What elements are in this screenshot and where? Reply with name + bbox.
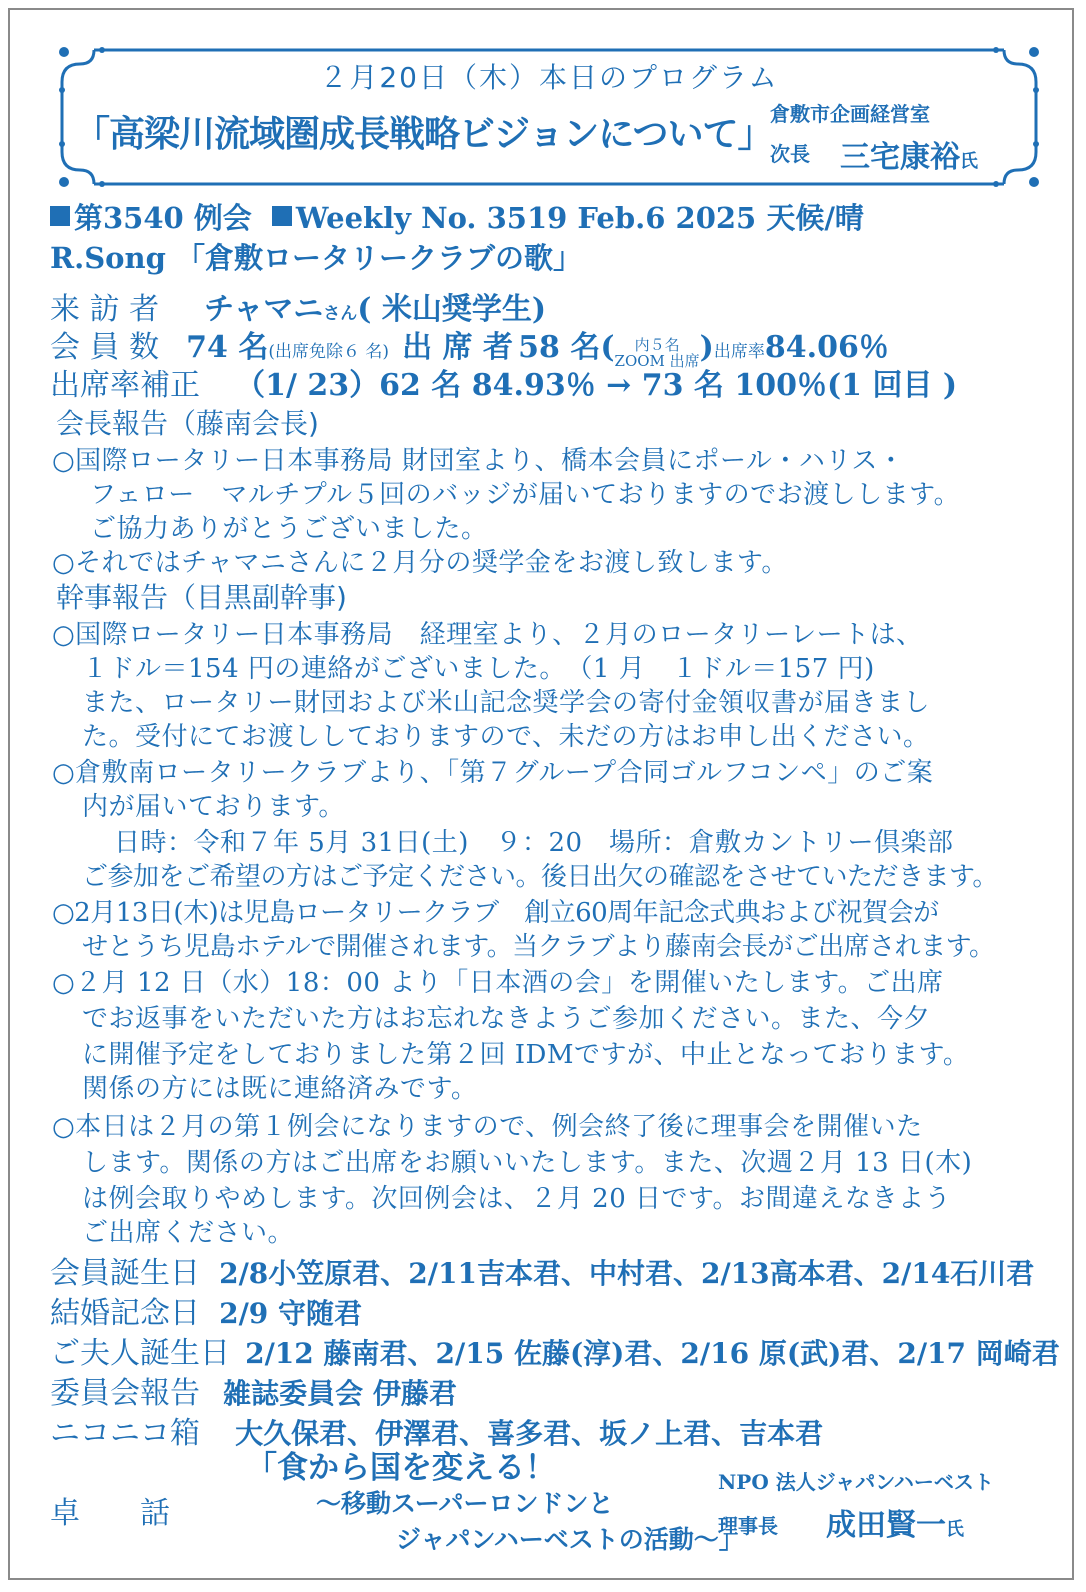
talk-title-line2: ～移動スーパーロンドンと — [316, 1489, 614, 1518]
members-exempt: (出席免除６ 名) — [268, 342, 390, 362]
speaker-org: 倉敷市企画経営室 — [770, 102, 930, 126]
secretary-line: また、ロータリー財団および米山記念奨学会の寄付金領収書が届きまし — [82, 688, 931, 718]
secretary-line: ○本日は２月の第１例会になりますので、例会終了後に理事会を開催いた — [52, 1112, 923, 1142]
visitor-note: ( 米山奨学生) — [357, 292, 547, 327]
zoom-note-bottom: ZOOM 出席 — [614, 351, 700, 370]
members-count: 74 名 — [186, 330, 269, 365]
bulletin-page — [8, 8, 1074, 1580]
spouse-value: 2/12 藤南君、2/15 佐藤(淳)君、2/16 原(武)君、2/17 岡崎君 — [245, 1337, 1060, 1370]
anniversary-label: 結婚記念日 — [50, 1296, 200, 1331]
anniversary-row — [50, 1288, 362, 1332]
talk-speaker — [826, 1500, 964, 1544]
spouse-row — [50, 1328, 1060, 1372]
meeting-number: 第3540 例会 — [74, 201, 252, 235]
secretary-line: ○２月 12 日（水）18：00 より「日本酒の会」を開催いたします。ご出席 — [52, 968, 944, 998]
secretary-line: １ドル＝154 円の連絡がございました。 （1 月 １ドル＝157 円) — [82, 654, 875, 684]
anniversary-value: 2/9 守随君 — [219, 1297, 363, 1330]
visitor-label: 来 訪 者 — [50, 292, 160, 327]
secretary-line: ○国際ロータリー日本事務局 経理室より、２月のロータリーレートは、 — [52, 620, 923, 650]
committee-row — [50, 1368, 457, 1412]
meeting-line — [50, 196, 864, 237]
talk-speaker-honorific: 氏 — [946, 1519, 964, 1540]
secretary-line: は例会取りやめします。次回例会は、２月 20 日です。お間違えなきよう — [82, 1184, 951, 1214]
birthday-row — [50, 1248, 1034, 1292]
visitor-suffix: さん — [323, 304, 358, 324]
president-line: ○国際ロータリー日本事務局 財団室より、橋本会員にポール・ハリス・ — [52, 446, 905, 476]
secretary-line: ご参加をご希望の方はご予定ください。後日出欠の確認をさせていただきます。 — [82, 862, 998, 892]
visitor-name: チャマニ — [204, 292, 324, 327]
talk-role: 理事長 — [718, 1514, 778, 1538]
attendance-label: 出 席 者 — [402, 330, 514, 365]
secretary-line: します。関係の方はご出席をお願いいたします。また、次週２月 13 日(木) — [82, 1148, 973, 1178]
committee-label: 委員会報告 — [50, 1376, 200, 1411]
attendance-close: ) — [699, 330, 714, 365]
talk-label: 卓 話 — [50, 1496, 170, 1531]
secretary-line: 内が届いております。 — [82, 792, 345, 822]
president-line: ○それではチャマニさんに２月分の奨学金をお渡し致します。 — [52, 548, 788, 578]
attendance-rate: 84.06％ — [764, 330, 889, 365]
square-bullet-icon — [50, 206, 70, 226]
speaker-honorific: 氏 — [960, 151, 978, 172]
secretary-heading: 幹事報告（目黒副幹事) — [56, 581, 347, 614]
square-bullet-icon — [272, 206, 292, 226]
correction-row — [50, 360, 957, 404]
talk-speaker-name: 成田賢一 — [826, 1508, 946, 1543]
spouse-label: ご夫人誕生日 — [50, 1336, 230, 1371]
niko-value: 大久保君、伊澤君、喜多君、坂ノ上君、吉本君 — [235, 1417, 824, 1450]
secretary-line: 日時：令和７年 5月 31日(土) ９：20 場所：倉敷カントリー倶楽部 — [114, 828, 954, 858]
program-frame — [54, 42, 1044, 192]
attendance-count: 58 名( — [518, 330, 615, 365]
weekly-info: Weekly No. 3519 Feb.6 2025 天候/晴 — [295, 201, 864, 235]
correction-label: 出席率補正 — [50, 368, 200, 403]
speaker-role: 次長 — [770, 142, 810, 166]
president-line: フェロー マルチプル５回のバッジが届いておりますのでお渡しします。 — [90, 480, 961, 510]
secretary-line: た。受付にてお渡ししておりますので、未だの方はお申し出ください。 — [82, 722, 930, 752]
secretary-line: せとうち児島ホテルで開催されます。当クラブより藤南会長がご出席されます。 — [82, 932, 995, 962]
program-line: ２月20日（木）本日のプログラム — [319, 61, 779, 94]
secretary-line: でお返事をいただいた方はお忘れなきようご参加ください。また、今夕 — [82, 1004, 931, 1034]
president-heading: 会長報告（藤南会長) — [56, 407, 319, 440]
birthday-label: 会員誕生日 — [50, 1256, 200, 1291]
committee-value: 雑誌委員会 伊藤君 — [223, 1377, 457, 1410]
rotary-song: R.Song 「倉敷ロータリークラブの歌」 — [50, 241, 582, 275]
speaker-name-text: 三宅康裕 — [840, 140, 960, 175]
speaker-name — [840, 132, 978, 176]
rate-label: 出席率 — [713, 342, 765, 362]
program-title: 「高梁川流域圏成長戦略ビジョンについて」 — [74, 113, 773, 155]
niko-label: ニコニコ箱 — [50, 1416, 200, 1451]
secretary-line: ○2月13日(木)は児島ロータリークラブ 創立60周年記念式典および祝賀会が — [52, 898, 939, 928]
talk-title-line3: ジャパンハーベストの活動～」 — [396, 1525, 744, 1554]
zoom-note-top: 内５名 — [634, 335, 680, 354]
president-line: ご協力ありがとうございました。 — [90, 514, 488, 544]
secretary-line: ご出席ください。 — [82, 1218, 295, 1248]
talk-title-line1: 「食から国を変える！ — [246, 1450, 556, 1486]
talk-org: NPO 法人ジャパンハーベスト — [718, 1470, 994, 1494]
birthday-value: 2/8小笠原君、2/11吉本君、中村君、2/13高本君、2/14石川君 — [219, 1257, 1035, 1290]
correction-value: （1/ 23）62 名 84.93％ → 73 名 100％(1 回目 ) — [235, 368, 958, 403]
members-label: 会 員 数 — [50, 330, 160, 365]
secretary-line: ○倉敷南ロータリークラブより、「第７グループ合同ゴルフコンペ」のご案 — [52, 758, 934, 788]
secretary-line: 関係の方には既に連絡済みです。 — [82, 1074, 478, 1104]
secretary-line: に開催予定をしておりました第２回 IDMですが、中止となっております。 — [82, 1040, 970, 1070]
